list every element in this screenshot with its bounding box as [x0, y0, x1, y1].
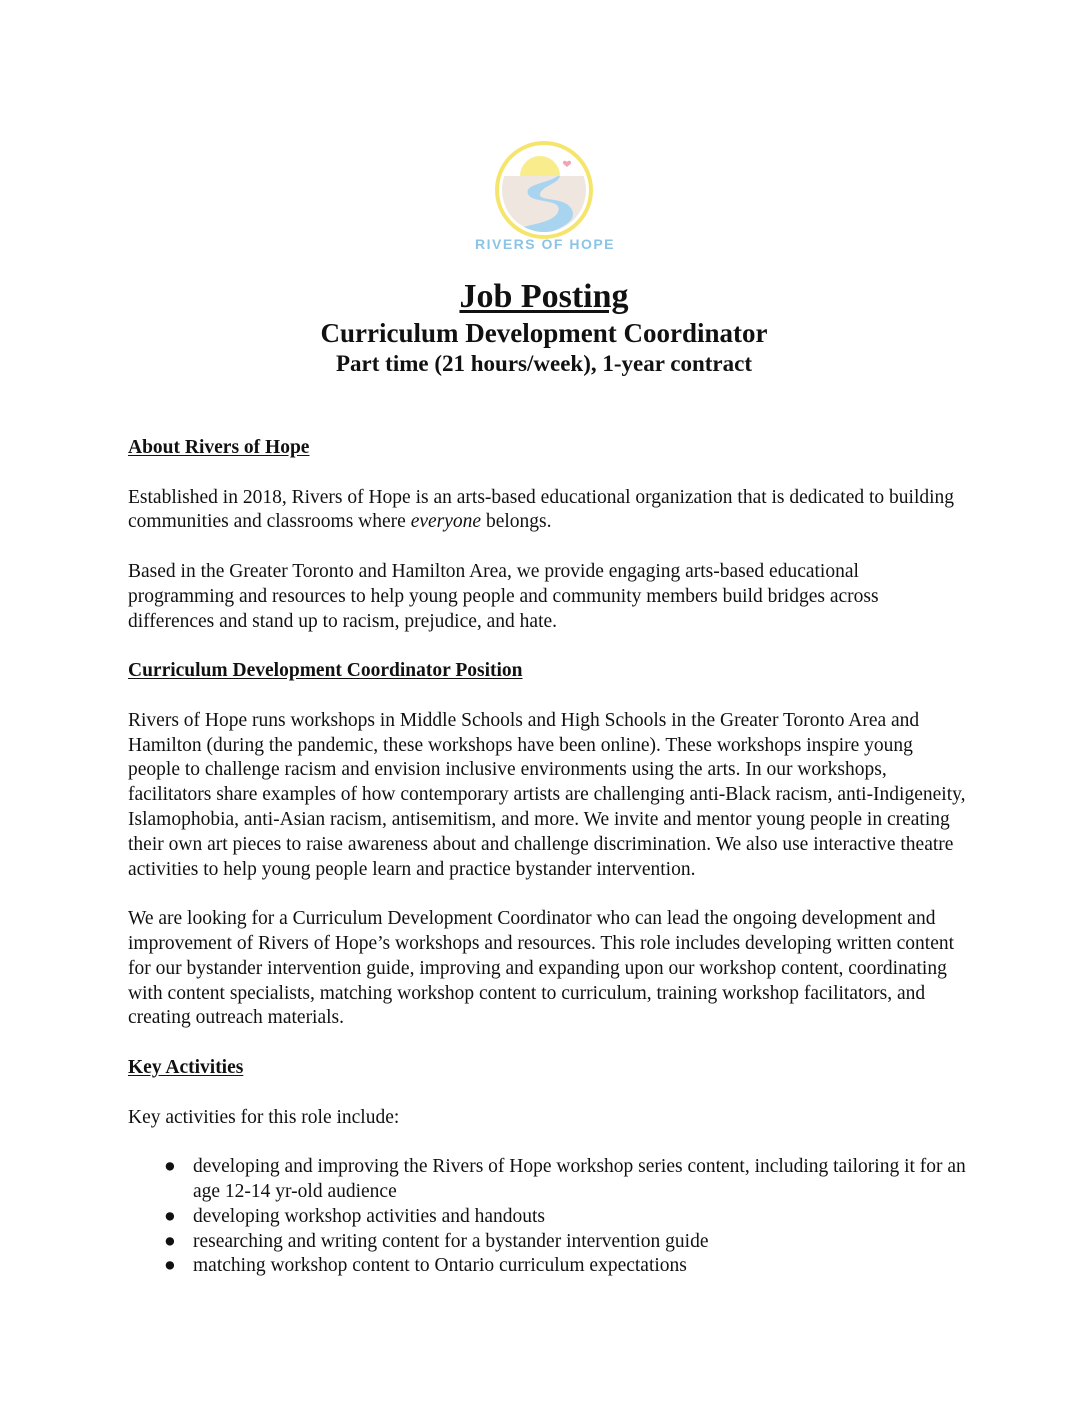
position-heading: Curriculum Development Coordinator Position: [128, 660, 523, 682]
logo-wordmark: RIVERS OF HOPE: [474, 236, 616, 252]
logo-emblem-icon: [494, 140, 594, 240]
about-p1-text-end: belongs.: [481, 511, 552, 533]
position-paragraph-1: Rivers of Hope runs workshops in Middle Schools and High Schools in the Greater Toronto Area and Hamilton (during the pandemic, these workshops have been online). These workshops inspire young people to challenge racism and envision inclusive environments using the arts. In our workshops, facilitators share examples of how contemporary artists are challenging anti-Black racism, anti-Indigeneity, Islamophobia, anti-Asian racism, antisemitism, and more. We invite and mentor young people in creating their own art pieces to raise awareness about and challenge discrimination. We also use interactive theatre activities to help young people learn and practice bystander intervention.: [128, 709, 966, 880]
bullet-icon: ●: [164, 1156, 176, 1178]
activities-intro: Key activities for this role include:: [128, 1106, 400, 1128]
activities-list: [128, 1155, 968, 1279]
position-terms: Part time (21 hours/week), 1-year contract: [336, 351, 752, 376]
about-paragraph-1: [128, 486, 968, 536]
bullet-icon: ●: [164, 1255, 176, 1277]
bullet-icon: ●: [164, 1205, 176, 1227]
about-paragraph-2: Based in the Greater Toronto and Hamilton Area, we provide engaging arts-based educational programming and resources to help young people and community members build bridges across differences and stand up to racism, prejudice, and hate.: [128, 560, 879, 632]
about-p1-emphasis: everyone: [410, 511, 482, 533]
position-paragraph-2: We are looking for a Curriculum Development Coordinator who can lead the ongoing development and improvement of Rivers of Hope’s workshops and resources. This role includes developing written content for our bystander intervention guide, improving and expanding upon our workshop content, coordinating with content specialists, matching workshop content to curriculum, training workshop facilitators, and creating outreach materials.: [128, 908, 955, 1029]
list-item: ● developing and improving the Rivers of Hope workshop series content, including tailoring it for an age 12-14 yr-old audience: [164, 1156, 966, 1202]
document-body: [128, 436, 968, 1279]
about-heading: About Rivers of Hope: [128, 437, 310, 458]
bullet-icon: ●: [164, 1230, 176, 1252]
activities-heading: Key Activities: [128, 1056, 244, 1078]
list-item: ● researching and writing content for a bystander intervention guide: [128, 1230, 968, 1255]
position-title: Curriculum Development Coordinator: [320, 318, 768, 348]
page-title: Job Posting: [459, 278, 629, 315]
list-item: ● matching workshop content to Ontario curriculum expectations: [128, 1254, 968, 1279]
about-p1-text: Established in 2018, Rivers of Hope is an arts-based educational organization that is dedicated to building communities and classrooms where: [128, 486, 955, 533]
list-item: ● developing workshop activities and handouts: [128, 1205, 968, 1230]
